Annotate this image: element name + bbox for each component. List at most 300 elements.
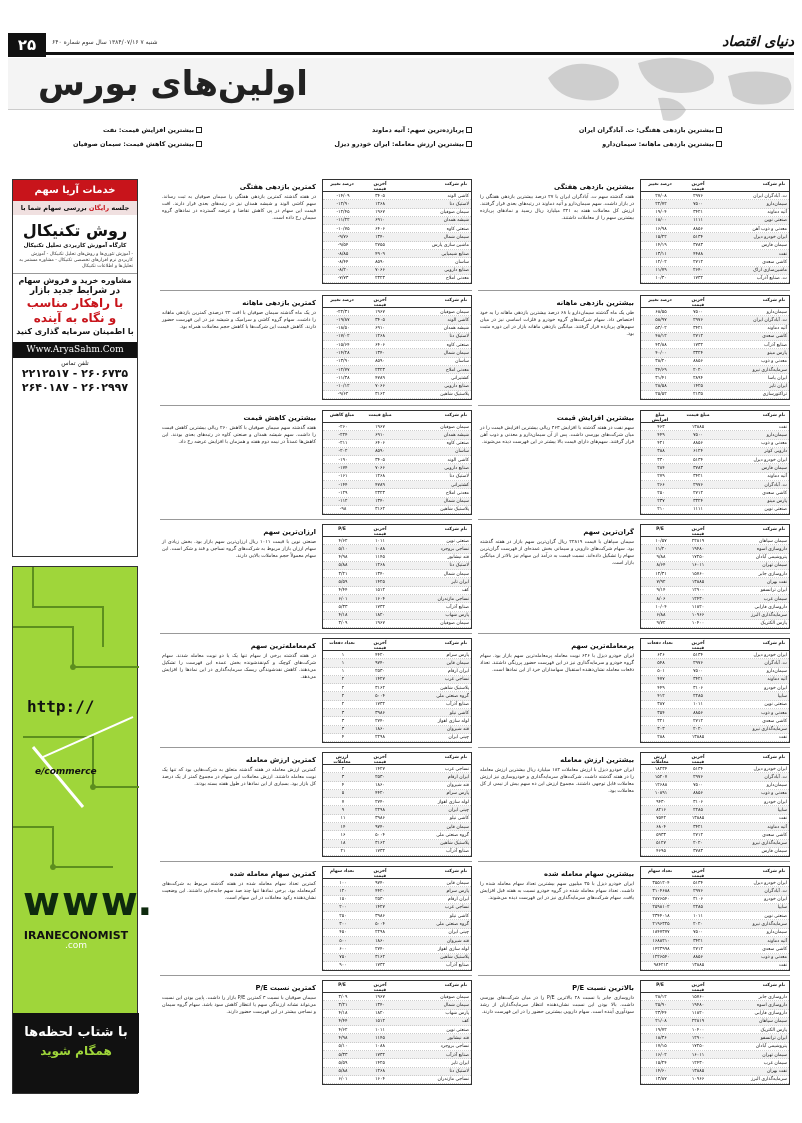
column-header: آخرین قیمت bbox=[373, 983, 387, 993]
company-name: ت. آبادگران bbox=[764, 660, 787, 666]
table-row bbox=[323, 651, 471, 659]
company-name: معدنی املاح bbox=[445, 276, 469, 282]
value-cell: ۸/۸۵- bbox=[337, 251, 349, 257]
company-name: سیمان‌دارو bbox=[766, 669, 787, 675]
price-cell: ۲۲۸۵ bbox=[693, 693, 703, 699]
table-row bbox=[641, 717, 789, 725]
value-cell: ۱۲۲۶۵۴۰ bbox=[652, 955, 670, 961]
price-cell: ۳۴۲۱ bbox=[693, 326, 703, 332]
table-row bbox=[641, 242, 789, 250]
company-name: سیمان فارس bbox=[761, 243, 787, 249]
stat-table bbox=[322, 410, 472, 515]
table-row bbox=[641, 506, 789, 514]
ad-phone-1: ۲۶۰۶۷۳۵ - ۲۲۱۲۵۱۷ bbox=[21, 367, 129, 380]
table-row bbox=[641, 603, 789, 611]
company-name: سیمان صوفیان bbox=[440, 994, 469, 1000]
table-header bbox=[323, 525, 471, 537]
price-cell: ۱۵۱۲ bbox=[375, 1019, 385, 1025]
stat-title: ارزان‌ترین سهم bbox=[263, 528, 316, 536]
column-header: آخرین قیمت bbox=[691, 527, 705, 537]
company-name: آتیه دماوند bbox=[767, 326, 787, 332]
value-cell: ۱۵۰ bbox=[339, 897, 347, 903]
value-cell: ۱۸۲۳۴ bbox=[654, 766, 668, 772]
stat-article bbox=[162, 980, 316, 1085]
price-cell: ۱۷۳۲ bbox=[693, 342, 703, 348]
value-cell: ۱۰/۰۴ bbox=[655, 604, 667, 610]
price-cell: ۵۱۳۴ bbox=[693, 652, 703, 658]
stat-article bbox=[480, 638, 634, 743]
table-row bbox=[323, 258, 471, 266]
price-cell: ۷۵۰۰ bbox=[693, 669, 703, 675]
value-cell: ۵۰۰ bbox=[339, 938, 347, 944]
price-cell: ۵۱۳۴ bbox=[693, 457, 703, 463]
value-cell: ۱۱/۳۸- bbox=[336, 375, 350, 381]
stat-table bbox=[640, 524, 790, 629]
company-name: پارس سرام bbox=[446, 791, 469, 797]
value-cell: ۶۸/۵۵ bbox=[655, 309, 667, 315]
price-cell: ۱۱۸۲۰ bbox=[691, 604, 705, 610]
company-name: صنعتی کاوه bbox=[446, 342, 469, 348]
column-header: آخرین قیمت bbox=[691, 869, 705, 879]
value-cell: ۱۹/۸۷- bbox=[336, 317, 350, 323]
price-cell: ۷۰۶۶ bbox=[375, 384, 385, 390]
stat-block bbox=[478, 980, 790, 1085]
table-row bbox=[641, 341, 789, 349]
price-cell: ۸۵۹۰ bbox=[375, 359, 385, 365]
table-row bbox=[323, 684, 471, 692]
table-row bbox=[641, 620, 789, 628]
value-cell: ۵۰۱ bbox=[657, 669, 665, 675]
value-cell: ۴ bbox=[341, 783, 345, 789]
table-row bbox=[323, 896, 471, 904]
ad-slogan-1: با راهکار مناسب bbox=[26, 296, 124, 310]
value-cell: ۸/۰۶ bbox=[656, 596, 666, 602]
value-cell: ۱۱ bbox=[340, 816, 346, 822]
price-cell: ۲۷۱۲ bbox=[693, 490, 703, 496]
value-cell: ۱۸/۰۰ bbox=[655, 218, 667, 224]
company-name: سیمان سپاهان bbox=[759, 538, 787, 544]
value-cell: ۹۸۴۲۱۲ bbox=[653, 963, 669, 969]
value-cell: ۵۱۲۷ bbox=[656, 841, 666, 847]
value-cell: ۹۰۰ bbox=[339, 963, 347, 969]
price-cell: ۳۹۸۶ bbox=[375, 913, 385, 919]
price-cell: ۲۷۱۲ bbox=[693, 946, 703, 952]
price-cell: ۱۶۰۴ bbox=[375, 596, 385, 602]
price-cell: ۱۱۴۵ bbox=[375, 1035, 385, 1041]
company-name: صنعتی نوین bbox=[764, 913, 787, 919]
table-row bbox=[641, 250, 789, 258]
row-divider bbox=[478, 747, 790, 748]
table-header bbox=[323, 180, 471, 192]
table-row bbox=[641, 904, 789, 912]
column-header: نام شرکت bbox=[762, 641, 785, 646]
table-row bbox=[641, 358, 789, 366]
stat-article bbox=[480, 179, 634, 284]
table-row bbox=[641, 773, 789, 781]
stat-title: بیشترین ارزش معامله bbox=[560, 756, 634, 764]
price-cell: ۶۹۱۰ bbox=[375, 326, 385, 332]
price-cell: ۲۷۱۲ bbox=[693, 718, 703, 724]
price-cell: ۳۷۸۳ bbox=[693, 243, 703, 249]
value-cell: ۱۴ bbox=[340, 824, 346, 830]
value-cell: ۳/۲۱ bbox=[338, 1002, 348, 1008]
value-cell: ۱۶۱- bbox=[338, 474, 348, 480]
company-name: پلاستیک شاهین bbox=[440, 955, 469, 961]
table-row bbox=[641, 651, 789, 659]
price-cell: ۳۳۲۴ bbox=[693, 350, 703, 356]
table-row bbox=[323, 1026, 471, 1034]
stat-block bbox=[160, 638, 472, 743]
stat-article bbox=[162, 179, 316, 284]
company-name: معدنی و ذوب bbox=[761, 710, 787, 716]
row-divider bbox=[160, 747, 472, 748]
company-name: صنایع دارویی bbox=[444, 384, 469, 390]
table-row bbox=[641, 440, 789, 448]
stat-table bbox=[640, 752, 790, 857]
value-cell: ۵/۱۰ bbox=[338, 546, 348, 552]
company-name: ایران تایر bbox=[769, 384, 787, 390]
company-name: لاستیک دنا bbox=[449, 334, 469, 340]
company-name: سیمان‌دارو bbox=[766, 309, 787, 315]
value-cell: ۱۲۰ bbox=[339, 888, 347, 894]
company-name: صنعتی نوین bbox=[764, 702, 787, 708]
table-row bbox=[323, 554, 471, 562]
company-name: قند شیروان bbox=[446, 783, 469, 789]
value-cell: ۷۵۰ bbox=[339, 955, 347, 961]
value-cell: ۱۱/۲۰ bbox=[655, 546, 667, 552]
company-name: صنعتی نوین bbox=[446, 538, 469, 544]
table-header bbox=[323, 639, 471, 651]
table-row bbox=[323, 920, 471, 928]
price-cell: ۱۷۳۲ bbox=[375, 702, 385, 708]
price-cell: ۷۰۶۶ bbox=[375, 268, 385, 274]
price-cell: ۴۴۸۸ bbox=[693, 251, 703, 257]
price-cell: ۲۹۷۶ bbox=[693, 482, 703, 488]
stat-block bbox=[478, 524, 790, 629]
column-header: درصد تغییر bbox=[330, 182, 354, 187]
company-name: پارس مینو bbox=[767, 499, 787, 505]
company-name: پارس سرام bbox=[446, 888, 469, 894]
table-row bbox=[323, 612, 471, 620]
value-cell: ۱۶/۹۸ bbox=[655, 226, 667, 232]
price-cell: ۶۱۲۴ bbox=[693, 449, 703, 455]
price-cell: ۵۱۳۴ bbox=[693, 766, 703, 772]
price-cell: ۳۷۸۳ bbox=[693, 849, 703, 855]
price-cell: ۱۷۳۲ bbox=[375, 1052, 385, 1058]
company-name: معدنی و ذوب bbox=[761, 791, 787, 797]
value-cell: ۲۶۰- bbox=[338, 424, 348, 430]
price-cell: ۱۲۶۸ bbox=[375, 201, 385, 207]
company-name: معدنی و ذوب bbox=[761, 359, 787, 365]
table-row bbox=[641, 765, 789, 773]
table-row bbox=[323, 233, 471, 241]
table-row bbox=[641, 701, 789, 709]
table-row bbox=[323, 912, 471, 920]
company-name: صنایع آذرآب bbox=[445, 849, 469, 855]
value-cell: ۲ bbox=[341, 685, 345, 691]
table-row bbox=[641, 217, 789, 225]
value-cell: ۱۷/۱۵ bbox=[655, 1044, 667, 1050]
value-cell: ۱۳/۱۱ bbox=[655, 251, 667, 257]
value-cell: ۱۲۹- bbox=[338, 490, 348, 496]
table-header bbox=[641, 525, 789, 537]
table-header bbox=[323, 867, 471, 879]
table-row bbox=[323, 448, 471, 456]
price-cell: ۲۲۸۵ bbox=[693, 807, 703, 813]
table-row bbox=[323, 217, 471, 225]
table-row bbox=[323, 570, 471, 578]
company-name: معدنی و ذوب bbox=[761, 441, 787, 447]
price-cell: ۱۹۶۷ bbox=[375, 621, 385, 627]
price-cell: ۷۵۰۰ bbox=[693, 432, 703, 438]
company-name: سرمایه‌گذاری نیرو bbox=[752, 841, 787, 847]
value-cell: ۲۱۹۶۳۲۵ bbox=[652, 921, 670, 927]
company-name: سایپا bbox=[777, 693, 787, 699]
value-cell: ۶۰۰ bbox=[339, 946, 347, 952]
value-cell: ۹/۶۲- bbox=[337, 392, 349, 398]
price-cell: ۴۴۲۰ bbox=[375, 791, 385, 797]
company-name: قند نیشابور bbox=[447, 1035, 469, 1041]
stat-table bbox=[322, 638, 472, 743]
value-cell: ۱۱۲- bbox=[338, 499, 348, 505]
value-cell: ۴/۹۸ bbox=[338, 1035, 348, 1041]
value-cell: ۹/۷۶- bbox=[337, 234, 349, 240]
value-cell: ۲۲۴- bbox=[338, 432, 348, 438]
company-name: صنایع دارویی bbox=[444, 268, 469, 274]
table-row bbox=[323, 489, 471, 497]
company-name: کاشی الوند bbox=[447, 317, 469, 323]
table-row bbox=[323, 929, 471, 937]
value-cell: ۱۰۸۹۱ bbox=[654, 791, 668, 797]
company-name: سیمان‌دارو bbox=[766, 201, 787, 207]
value-cell: ۸۲۱۶ bbox=[656, 807, 666, 813]
price-cell: ۱۳۴۰ bbox=[375, 571, 385, 577]
price-cell: ۲۹۷۶ bbox=[693, 193, 703, 199]
column-header: آخرین قیمت bbox=[373, 869, 387, 879]
summary-item: بیشترین افزایش قیمت: نفت bbox=[103, 126, 202, 134]
price-cell: ۱۰۹۶۶ bbox=[691, 1077, 705, 1083]
company-name: سیمان صوفیان bbox=[440, 424, 469, 430]
price-cell: ۱۳۴۰ bbox=[375, 499, 385, 505]
table-row bbox=[323, 620, 471, 628]
price-cell: ۶۹۱۰ bbox=[375, 432, 385, 438]
company-name: ماشین‌سازی اراک bbox=[753, 268, 787, 274]
value-cell: ۶۲۶ bbox=[657, 652, 665, 658]
table-row bbox=[323, 717, 471, 725]
stat-title: کمترین بازدهی ماهانه bbox=[242, 299, 316, 307]
price-cell: ۵۱۳۴ bbox=[693, 234, 703, 240]
company-name: کاشی سعدی bbox=[762, 718, 787, 724]
company-name: نساجی بروجرد bbox=[440, 546, 469, 552]
table-row bbox=[641, 562, 789, 570]
table-row bbox=[323, 316, 471, 324]
company-name: چینی ایران bbox=[448, 930, 469, 936]
price-cell: ۱۲۶۸ bbox=[375, 1069, 385, 1075]
value-cell: ۱ bbox=[341, 652, 345, 658]
value-cell: ۱۲/۴۵- bbox=[336, 210, 350, 216]
price-cell: ۲۹۷۶ bbox=[693, 660, 703, 666]
company-name: کاشی نیلو bbox=[449, 816, 469, 822]
table-row bbox=[323, 250, 471, 258]
company-name: سرمایه‌گذاری نیرو bbox=[752, 727, 787, 733]
table-row bbox=[323, 473, 471, 481]
table-row bbox=[641, 734, 789, 742]
table-row bbox=[323, 225, 471, 233]
iraneconomist-advertisement[interactable] bbox=[12, 566, 155, 1094]
table-row bbox=[641, 929, 789, 937]
price-cell: ۱۵۱۲ bbox=[375, 588, 385, 594]
stat-body: داروسازی جابر با نسبت ۲۸ بالاترین P/E را در میان شرکت‌های بورسی داشت. بالا بودن این نسبت نشان‌دهنده انتظار سرمایه‌گذاران از رشد سودآوری آینده است. سهام دارویی بیشترین حضور را در این فهرست دارند. bbox=[480, 995, 634, 1015]
company-name: سیمان غرب bbox=[763, 1060, 787, 1066]
price-cell: ۳۱۰۶ bbox=[693, 799, 703, 805]
company-name: سایپا bbox=[777, 905, 787, 911]
stat-title: بالاترین نسبت P/E bbox=[572, 984, 634, 992]
ad-brand: IRANECONOMIST bbox=[23, 929, 129, 942]
table-row bbox=[323, 366, 471, 374]
ad-invest: با اطمینان سرمایه گذاری کنید bbox=[16, 327, 134, 336]
price-cell: ۱۰۴۰۰ bbox=[691, 621, 705, 627]
stat-table bbox=[640, 638, 790, 743]
value-cell: ۱۹/۷۲ bbox=[655, 1027, 667, 1033]
price-cell: ۱۲۹۰۰ bbox=[691, 588, 705, 594]
table-row bbox=[641, 912, 789, 920]
value-cell: ۲۳۷ bbox=[657, 499, 665, 505]
company-name: لاستیک دنا bbox=[449, 563, 469, 569]
company-name: صنعتی نوین bbox=[446, 1027, 469, 1033]
table-row bbox=[323, 676, 471, 684]
price-cell: ۱۷۲۵۰ bbox=[691, 555, 705, 561]
price-cell: ۱۲۹۰۰ bbox=[691, 1035, 705, 1041]
table-row bbox=[323, 349, 471, 357]
price-cell: ۶۴۰۶ bbox=[375, 342, 385, 348]
table-row bbox=[323, 945, 471, 953]
table-row bbox=[323, 431, 471, 439]
table-header bbox=[641, 981, 789, 993]
company-name: ایران خودرو bbox=[764, 685, 787, 691]
price-cell: ۲۷۱۲ bbox=[693, 832, 703, 838]
value-cell: ۳۱۰۴۶۸۸ bbox=[652, 888, 670, 894]
table-row bbox=[641, 815, 789, 823]
value-cell: ۵۳/۰۲ bbox=[655, 326, 667, 332]
stat-title: کمترین بازدهی هفتگی bbox=[239, 183, 316, 191]
table-row bbox=[323, 1034, 471, 1042]
price-cell: ۶۴۰۶ bbox=[375, 226, 385, 232]
company-name: کاشی سعدی bbox=[762, 259, 787, 265]
table-row bbox=[323, 242, 471, 250]
company-name: معدنی و ذوب bbox=[761, 955, 787, 961]
table-row bbox=[641, 200, 789, 208]
table-row bbox=[323, 325, 471, 333]
company-name: نفت bbox=[778, 424, 787, 430]
table-row bbox=[323, 798, 471, 806]
table-row bbox=[323, 440, 471, 448]
value-cell: ۸/۶۴ bbox=[656, 563, 666, 569]
stat-body: هفته گذشته سهم ت. آبادگران ایران با ۲۷ درصد بیشترین بازدهی هفتگی را در بازار داشت. سهم سیمان‌دارو و آتیه دماوند در رتبه‌های بعدی قرار گرفتند. ارزش کل معاملات هفته به ۳۲۱ میلیارد ریال رسید و نماد‌های پربازده بیشترین سهم را از معاملات داشتند. bbox=[480, 194, 634, 221]
table-row bbox=[641, 316, 789, 324]
table-row bbox=[323, 578, 471, 586]
stat-table bbox=[640, 866, 790, 971]
company-name: لوله سازی اهواز bbox=[437, 718, 469, 724]
column-header: نام شرکت bbox=[762, 298, 785, 303]
company-name: نساجی بروجرد bbox=[440, 1044, 469, 1050]
stat-title: کمترین ارزش معامله bbox=[245, 756, 316, 764]
table-row bbox=[641, 209, 789, 217]
company-name: قند نیشابور bbox=[447, 555, 469, 561]
price-cell: ۱۰۱۱ bbox=[693, 702, 703, 708]
table-row bbox=[323, 545, 471, 553]
row-divider bbox=[160, 633, 472, 634]
price-cell: ۸۸۵۶ bbox=[693, 359, 703, 365]
column-header: آخرین قیمت bbox=[691, 641, 705, 651]
price-cell: ۷۵۰۰ bbox=[693, 930, 703, 936]
price-cell: ۳۴۲۱ bbox=[693, 824, 703, 830]
price-cell: ۸۸۵۶ bbox=[693, 441, 703, 447]
company-name: سیمان سپاهان bbox=[759, 1019, 787, 1025]
company-name: ایران خودرو bbox=[764, 897, 787, 903]
table-row bbox=[641, 1010, 789, 1018]
price-cell: ۳۱۰۶ bbox=[693, 897, 703, 903]
table-row bbox=[323, 308, 471, 316]
stat-block bbox=[478, 638, 790, 743]
price-cell: ۲۷۴۰ bbox=[375, 718, 385, 724]
stat-table bbox=[322, 524, 472, 629]
price-cell: ۲۹۷۶ bbox=[693, 774, 703, 780]
price-cell: ۱۴۲۷ bbox=[375, 766, 385, 772]
stat-title: کم‌معامله‌ترین سهم bbox=[250, 642, 316, 650]
table-row bbox=[323, 391, 471, 399]
price-cell: ۱۴۲۵ bbox=[693, 384, 703, 390]
company-name: صنایع آذرآب bbox=[445, 702, 469, 708]
table-row bbox=[641, 937, 789, 945]
price-cell: ۲۷۱۲ bbox=[693, 259, 703, 265]
company-name: ماشین سازی پارس bbox=[431, 243, 469, 249]
company-name: صنعتی نوین bbox=[764, 218, 787, 224]
value-cell: ۱۸ bbox=[340, 841, 346, 847]
value-cell: ۱۰/۳۰ bbox=[655, 276, 667, 282]
price-cell: ۸۸۵۶ bbox=[693, 791, 703, 797]
table-row bbox=[641, 537, 789, 545]
price-cell: ۲۷۴۰ bbox=[375, 799, 385, 805]
column-header: تعداد دفعات bbox=[329, 641, 355, 646]
price-cell: ۳۴۰۵ bbox=[375, 193, 385, 199]
company-name: کف bbox=[462, 1019, 469, 1025]
value-cell: ۹۴۳۰ bbox=[656, 799, 666, 805]
value-cell: ۲ bbox=[341, 677, 345, 683]
column-header: P/E bbox=[656, 527, 664, 532]
table-row bbox=[641, 431, 789, 439]
table-row bbox=[641, 587, 789, 595]
value-cell: ۴/۶۲ bbox=[338, 1027, 348, 1033]
stat-title: بیشترین بازدهی ماهانه bbox=[556, 299, 634, 307]
company-name: پلاستیک شاهین bbox=[440, 841, 469, 847]
table-header bbox=[323, 411, 471, 423]
table-row bbox=[641, 945, 789, 953]
stat-article bbox=[480, 295, 634, 400]
company-name: ت. صنایع آذرآب bbox=[756, 276, 787, 282]
aryasahm-advertisement[interactable] bbox=[12, 179, 138, 557]
value-cell: ۳۵۵۱۲۰۴ bbox=[652, 880, 670, 886]
table-row bbox=[641, 879, 789, 887]
table-row bbox=[641, 267, 789, 275]
company-name: داروسازی اسوه bbox=[756, 1002, 787, 1008]
title-banner bbox=[8, 58, 794, 110]
company-name: قند شیروان bbox=[446, 938, 469, 944]
company-name: داروسازی جابر bbox=[758, 994, 787, 1000]
table-row bbox=[641, 545, 789, 553]
ad-website-link[interactable]: Www.AryaSahm.Com bbox=[13, 342, 137, 358]
value-cell: ۱۸۴۷۳۷۷ bbox=[652, 930, 670, 936]
price-cell: ۵۱۳۴ bbox=[693, 880, 703, 886]
